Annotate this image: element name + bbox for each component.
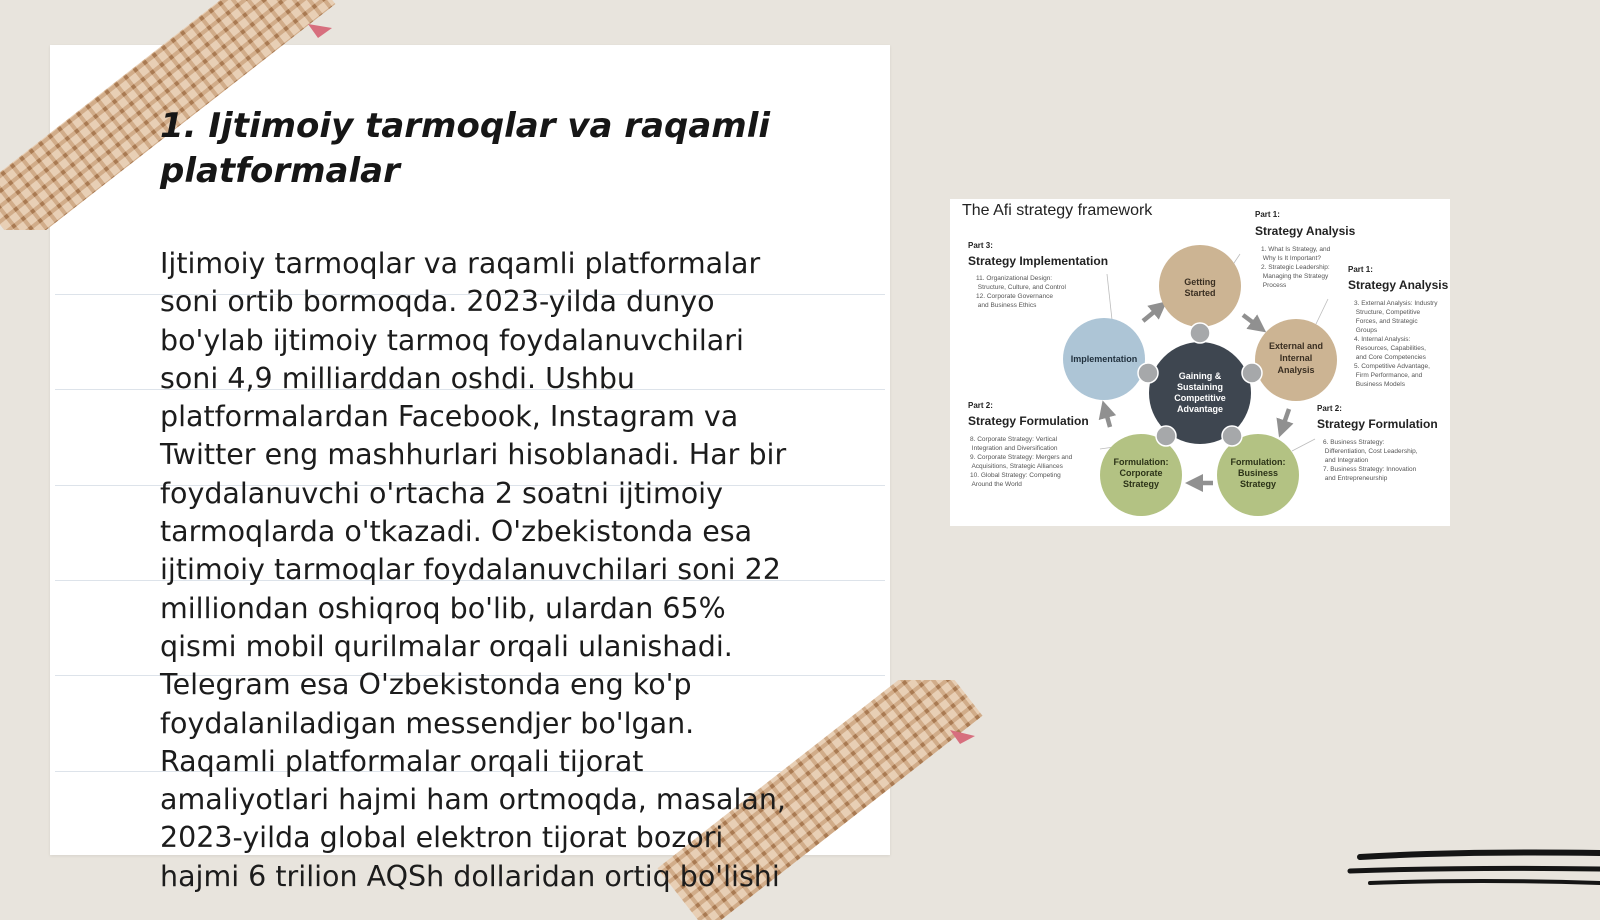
svg-text:Strategy Analysis: Strategy Analysis bbox=[1348, 278, 1449, 292]
svg-text:1. What Is Strategy, and: 1. What Is Strategy, and Why Is It Important? 2. Strategic Leadership: Managing the Strategy Process bbox=[1261, 246, 1331, 289]
svg-text:Part 1:: Part 1: bbox=[1348, 265, 1373, 274]
svg-text:Part 2:: Part 2: bbox=[1317, 404, 1342, 413]
svg-text:Part 1:: Part 1: bbox=[1255, 210, 1280, 219]
strategy-framework-diagram bbox=[950, 199, 1450, 526]
node-label-line: Strategy bbox=[1122, 479, 1160, 489]
node-label-line: Formulation: bbox=[1113, 457, 1169, 467]
node-label-line: Started bbox=[1184, 288, 1216, 298]
svg-text:Strategy Formulation: Strategy Formulation bbox=[968, 414, 1089, 428]
node-label-line: Business bbox=[1237, 468, 1279, 478]
slide-title: 1. Ijtimoiy tarmoqlar va raqamli platformalar bbox=[160, 106, 771, 191]
node-label-line: Gaining & bbox=[1178, 371, 1222, 381]
svg-text:Strategy Analysis: Strategy Analysis bbox=[1255, 224, 1356, 238]
svg-text:Part 2:: Part 2: bbox=[968, 401, 993, 410]
node-label-line: Sustaining bbox=[1176, 382, 1224, 392]
svg-text:6. Business Strategy: Diffe: 6. Business Strategy: Differentiation, Cost Leadership, and Integration 7. Business Strategy: Innovation and Entrepreneurship bbox=[1323, 439, 1418, 482]
node-label-line: Formulation: bbox=[1230, 457, 1286, 467]
svg-text:Strategy Formulation: Strategy Formulation bbox=[1317, 417, 1438, 431]
decorative-brush-strokes bbox=[1340, 845, 1600, 895]
node-label-line: Implementation bbox=[1070, 354, 1138, 364]
node-label-line: Corporate bbox=[1119, 468, 1163, 478]
node-label-line: Internal bbox=[1279, 353, 1313, 363]
svg-text:8. Corporate Strategy: Vertic: 8. Corporate Strategy: Vertical Integration and Diversification 9. Corporate Strategy: Mergers and Acquisitions, Strategic Alliances 10. Global Strategy: Competing Around the World bbox=[970, 436, 1073, 488]
node-label-line: External and bbox=[1268, 341, 1324, 351]
node-label-line: Analysis bbox=[1277, 365, 1315, 375]
node-label-line: Strategy bbox=[1239, 479, 1277, 489]
svg-text:11. Organizational Design:: 11. Organizational Design: Structure, Culture, and Control 12. Corporate Governance and Business Ethics bbox=[976, 275, 1066, 309]
node-label-line: Advantage bbox=[1176, 404, 1224, 414]
svg-text:Part 3:: Part 3: bbox=[968, 241, 993, 250]
svg-text:Strategy Implementation: Strategy Implementation bbox=[968, 254, 1109, 268]
svg-text:Gaining &SustainingCompetitive bbox=[1174, 371, 1226, 414]
diagram-title: The Afi strategy framework bbox=[962, 202, 1153, 219]
node-label-line: Getting bbox=[1184, 277, 1216, 287]
slide-body-text: Ijtimoiy tarmoqlar va raqamli platformalar soni ortib bormoqda. 2023-yilda dunyo bo'ylab ijtimoiy tarmoq foydalanuvchilari soni 4,9 milliarddan oshdi. Ushbu platformalardan Facebook, Instagram va Twitter eng mashhurlari hisoblanadi. Har bir foydalanuvchi o'rtacha 2 soatni ijtimoiy tarmoqlarda o'tkazadi. O'zbekistonda esa ijtimoiy tarmoqlar foydalanuvchilari soni 22 milliondan oshiqroq bo'lib, ulardan 65% qismi mobil qurilmalar orqali ulanishadi. Telegram esa O'zbekistonda eng ko'p foydalaniladigan messendjer bo'lgan. Raqamli platformalar orqali tijorat amaliyotlari hajmi ham ortmoqda, masalan, 2023-yilda global elektron tijorat bozori hajmi 6 trilion AQSh dollaridan ortiq bo'lishi bbox=[160, 247, 787, 893]
svg-text:GettingStarted bbox=[1184, 277, 1216, 298]
svg-text:3. External Analysis: Industry: 3. External Analysis: Industry Structure, Competitive Forces, and Strategic Groups 4. Internal Analysis: Resources, Capabilities, and Core Competencies 5. Competitive Advantage, Firm Performance, and Business Models bbox=[1354, 300, 1438, 388]
node-label-line: Competitive bbox=[1174, 393, 1226, 403]
